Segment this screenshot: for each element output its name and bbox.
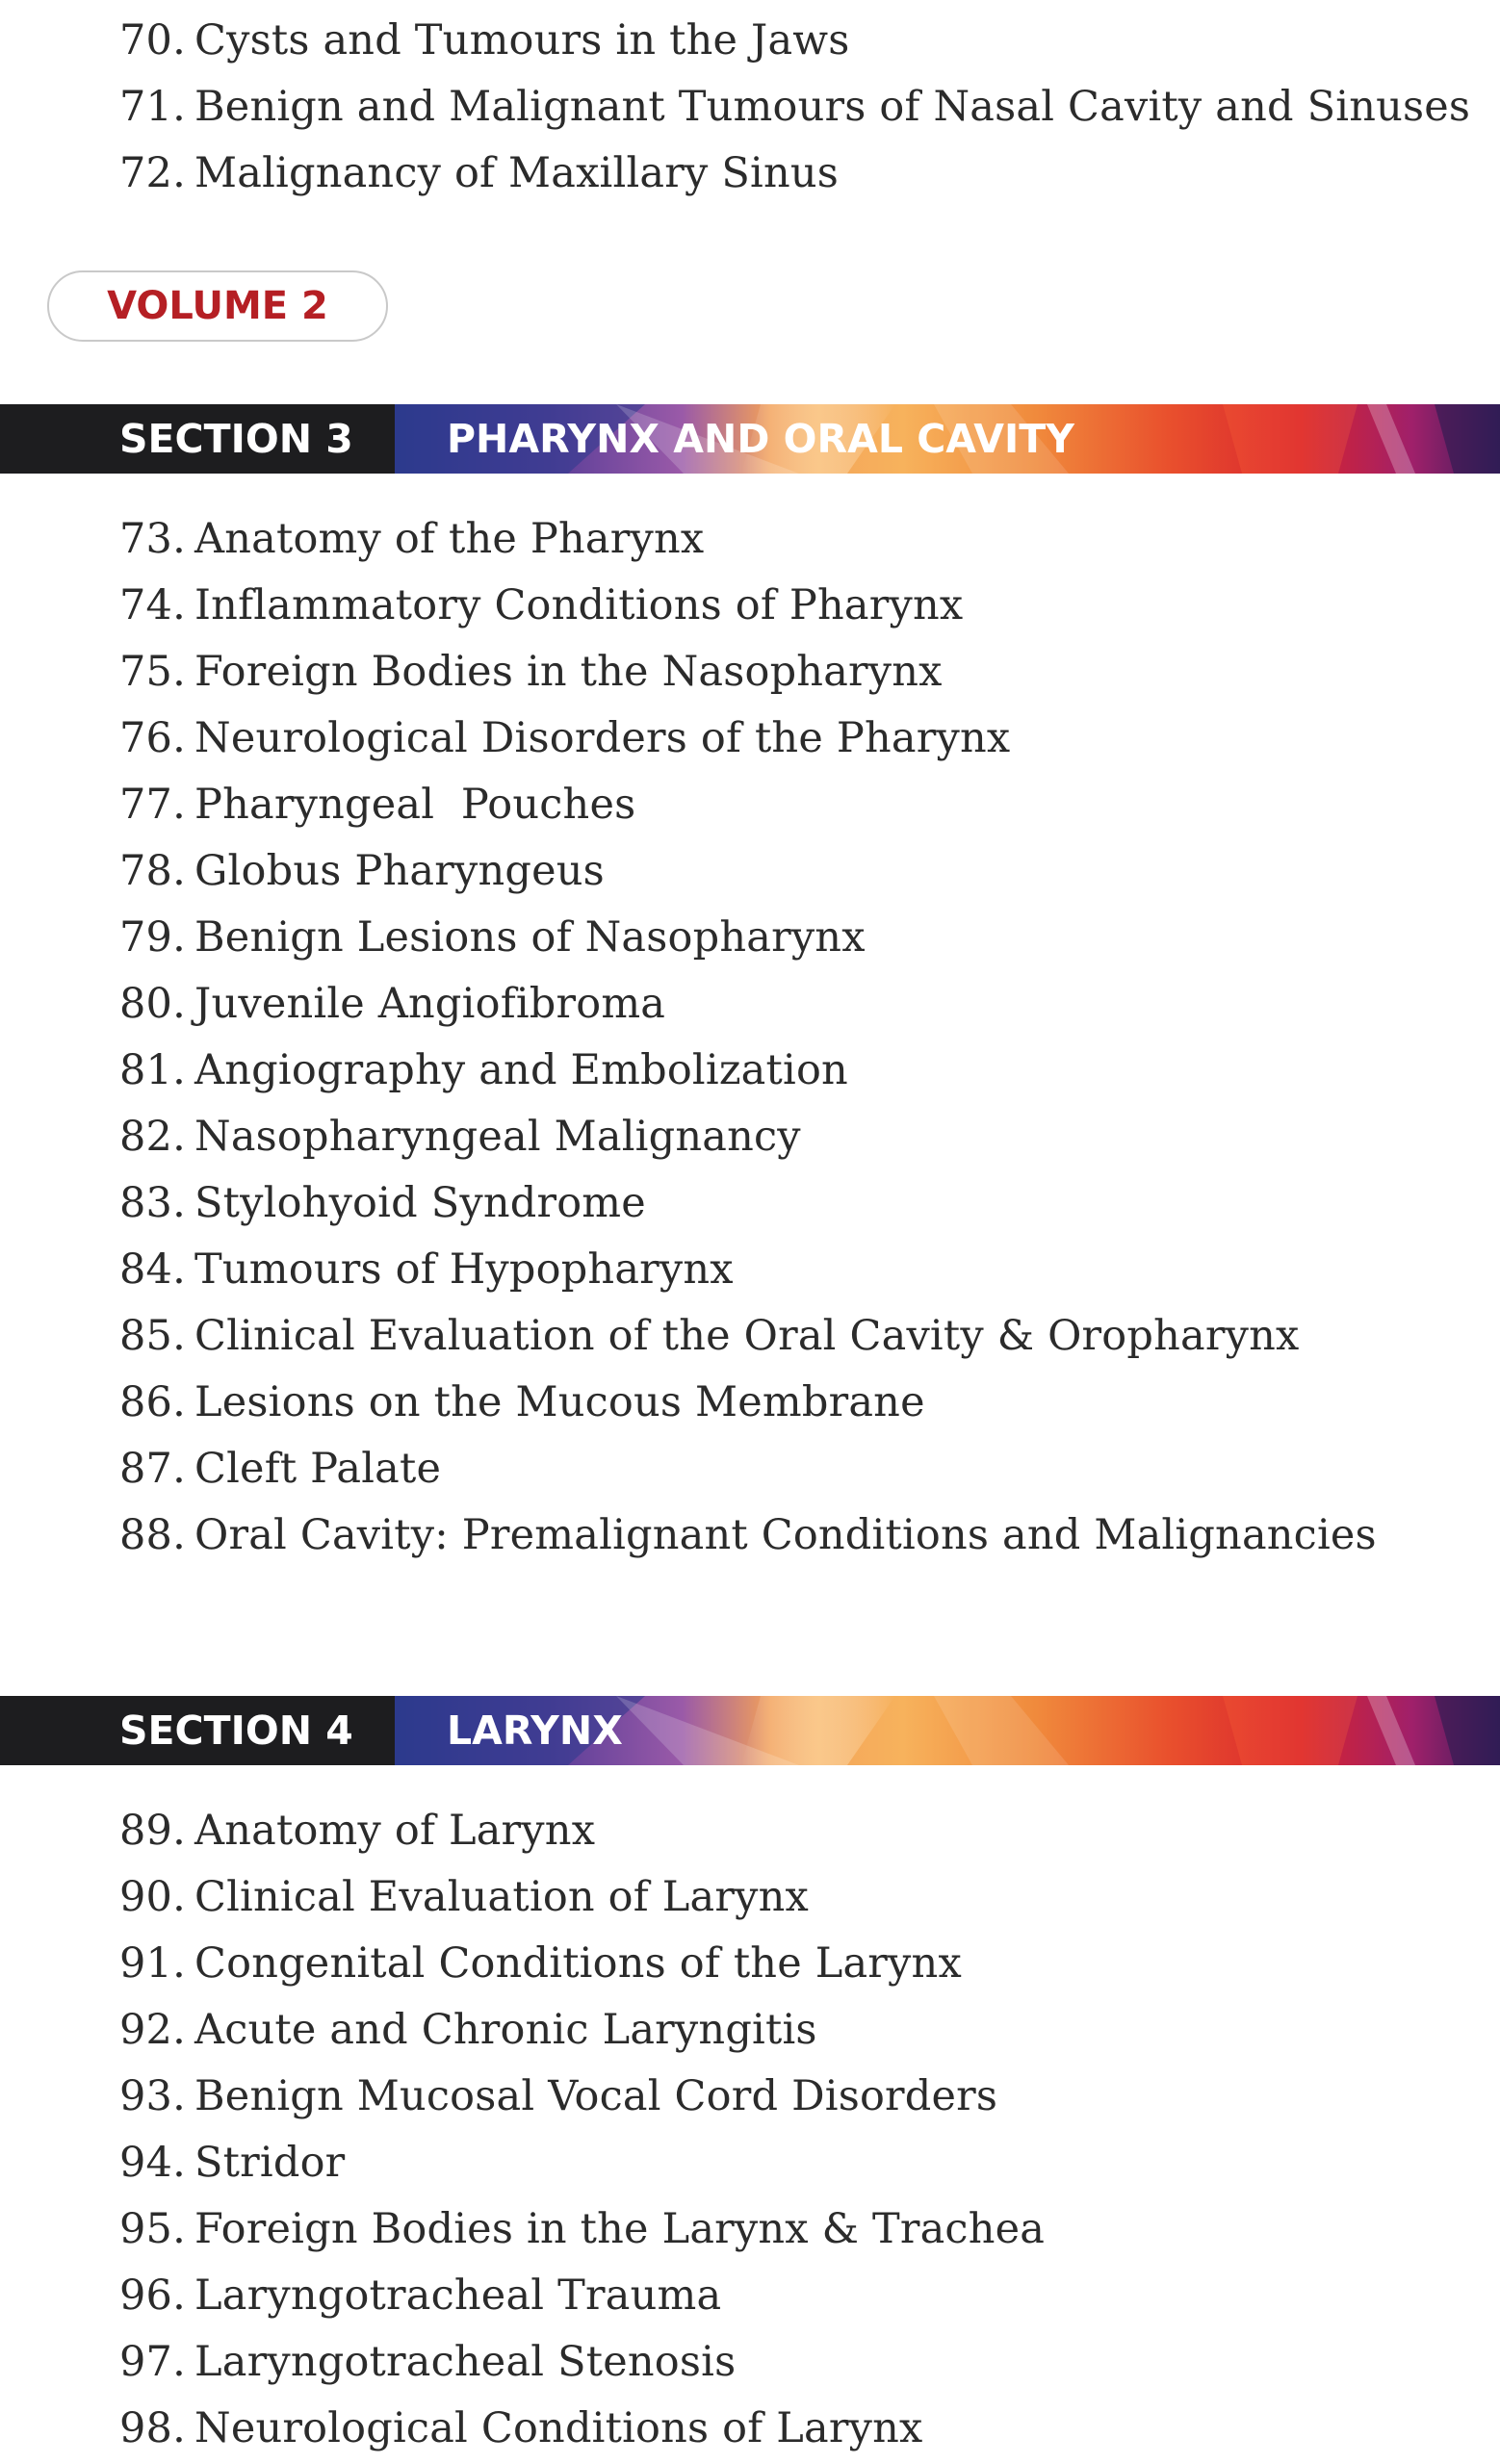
chapter-title: Inflammatory Conditions of Pharynx xyxy=(194,581,964,629)
chapter-title: Anatomy of the Pharynx xyxy=(194,515,705,563)
chapter-title: Neurological Conditions of Larynx xyxy=(194,2404,923,2452)
chapter-number: 71. xyxy=(119,83,186,131)
chapter-item[interactable] xyxy=(119,2196,1045,2263)
chapter-number: 75. xyxy=(119,648,186,696)
chapter-item[interactable] xyxy=(119,1931,962,1997)
chapter-number: 96. xyxy=(119,2272,186,2320)
chapter-title: Clinical Evaluation of the Oral Cavity & Oropharynx xyxy=(194,1312,1300,1360)
chapter-number: 82. xyxy=(119,1113,186,1161)
chapter-item[interactable] xyxy=(119,573,963,639)
chapter-title: Benign Lesions of Nasopharynx xyxy=(194,913,866,962)
chapter-number: 77. xyxy=(119,781,186,829)
chapter-item[interactable] xyxy=(119,2396,922,2462)
chapter-number: 72. xyxy=(119,149,186,197)
chapter-number: 97. xyxy=(119,2338,186,2386)
chapter-item[interactable] xyxy=(119,2130,345,2196)
section-4-label: SECTION 4 xyxy=(119,1707,353,1754)
chapter-title: Oral Cavity: Premalignant Conditions and Malignancies xyxy=(194,1511,1377,1559)
chapter-item[interactable] xyxy=(119,2263,721,2329)
section-3-label: SECTION 3 xyxy=(119,416,353,462)
chapter-title: Foreign Bodies in the Nasopharynx xyxy=(194,648,943,696)
chapter-number: 92. xyxy=(119,2006,186,2054)
chapter-item[interactable] xyxy=(119,1237,734,1303)
chapter-title: Foreign Bodies in the Larynx & Trachea xyxy=(194,2205,1046,2253)
chapter-title: Acute and Chronic Laryngitis xyxy=(194,2006,817,2054)
chapter-number: 86. xyxy=(119,1378,186,1426)
chapter-title: Cleft Palate xyxy=(194,1445,442,1493)
chapter-number: 84. xyxy=(119,1245,186,1294)
chapter-number: 73. xyxy=(119,515,186,563)
chapter-item[interactable] xyxy=(119,1864,809,1931)
chapter-title: Cysts and Tumours in the Jaws xyxy=(194,16,850,64)
section-4-header xyxy=(0,1696,1500,1765)
chapter-title: Laryngotracheal Stenosis xyxy=(194,2338,737,2386)
chapter-item[interactable] xyxy=(119,2329,736,2396)
chapter-number: 85. xyxy=(119,1312,186,1360)
chapter-title: Stylohyoid Syndrome xyxy=(194,1179,646,1227)
chapter-title: Benign and Malignant Tumours of Nasal Cavity and Sinuses xyxy=(194,83,1471,131)
chapter-number: 83. xyxy=(119,1179,186,1227)
chapter-item[interactable] xyxy=(119,1798,595,1864)
chapter-number: 74. xyxy=(119,581,186,629)
chapter-number: 81. xyxy=(119,1046,186,1094)
chapter-title: Congenital Conditions of the Larynx xyxy=(194,1939,962,1988)
chapter-title: Clinical Evaluation of Larynx xyxy=(194,1873,809,1921)
section-3-title: PHARYNX AND ORAL CAVITY xyxy=(447,416,1074,462)
chapter-item[interactable] xyxy=(119,706,1010,772)
chapter-title: Malignancy of Maxillary Sinus xyxy=(194,149,840,197)
chapter-item[interactable] xyxy=(119,1104,801,1170)
chapter-title: Globus Pharyngeus xyxy=(194,847,605,895)
chapter-item[interactable] xyxy=(119,971,665,1038)
chapter-number: 70. xyxy=(119,16,186,64)
chapter-title: Neurological Disorders of the Pharynx xyxy=(194,714,1011,762)
chapter-item[interactable] xyxy=(119,772,635,838)
chapter-title: Pharyngeal Pouches xyxy=(194,781,636,829)
chapter-number: 76. xyxy=(119,714,186,762)
chapter-number: 88. xyxy=(119,1511,186,1559)
chapter-item[interactable] xyxy=(119,506,704,573)
chapter-title: Stridor xyxy=(194,2139,346,2187)
chapter-item[interactable] xyxy=(119,838,605,905)
chapter-item[interactable] xyxy=(119,2064,997,2130)
chapter-number: 94. xyxy=(119,2139,186,2187)
chapter-number: 79. xyxy=(119,913,186,962)
chapter-number: 98. xyxy=(119,2404,186,2452)
chapter-number: 89. xyxy=(119,1807,186,1855)
chapter-item[interactable] xyxy=(119,141,839,207)
chapter-title: Nasopharyngeal Malignancy xyxy=(194,1113,801,1161)
chapter-item[interactable] xyxy=(119,1436,441,1502)
section-4-title: LARYNX xyxy=(447,1707,623,1754)
chapter-number: 80. xyxy=(119,980,186,1028)
chapter-title: Angiography and Embolization xyxy=(194,1046,848,1094)
chapter-number: 95. xyxy=(119,2205,186,2253)
volume-label: VOLUME 2 xyxy=(47,270,388,342)
section-3-header xyxy=(0,404,1500,474)
chapter-item[interactable] xyxy=(119,8,850,74)
chapter-item[interactable] xyxy=(119,1038,848,1104)
chapter-title: Benign Mucosal Vocal Cord Disorders xyxy=(194,2072,998,2120)
chapter-item[interactable] xyxy=(119,1370,925,1436)
chapter-item[interactable] xyxy=(119,74,1470,141)
chapter-number: 90. xyxy=(119,1873,186,1921)
chapter-number: 87. xyxy=(119,1445,186,1493)
chapter-item[interactable] xyxy=(119,1997,817,2064)
chapter-title: Laryngotracheal Trauma xyxy=(194,2272,722,2320)
chapter-item[interactable] xyxy=(119,1170,646,1237)
chapter-item[interactable] xyxy=(119,1303,1299,1370)
chapter-title: Juvenile Angiofibroma xyxy=(194,980,666,1028)
chapter-number: 78. xyxy=(119,847,186,895)
chapter-item[interactable] xyxy=(119,1502,1377,1569)
chapter-item[interactable] xyxy=(119,639,943,706)
chapter-number: 93. xyxy=(119,2072,186,2120)
chapter-title: Tumours of Hypopharynx xyxy=(194,1245,734,1294)
chapter-title: Anatomy of Larynx xyxy=(194,1807,596,1855)
chapter-number: 91. xyxy=(119,1939,186,1988)
chapter-title: Lesions on the Mucous Membrane xyxy=(194,1378,925,1426)
chapter-item[interactable] xyxy=(119,905,866,971)
